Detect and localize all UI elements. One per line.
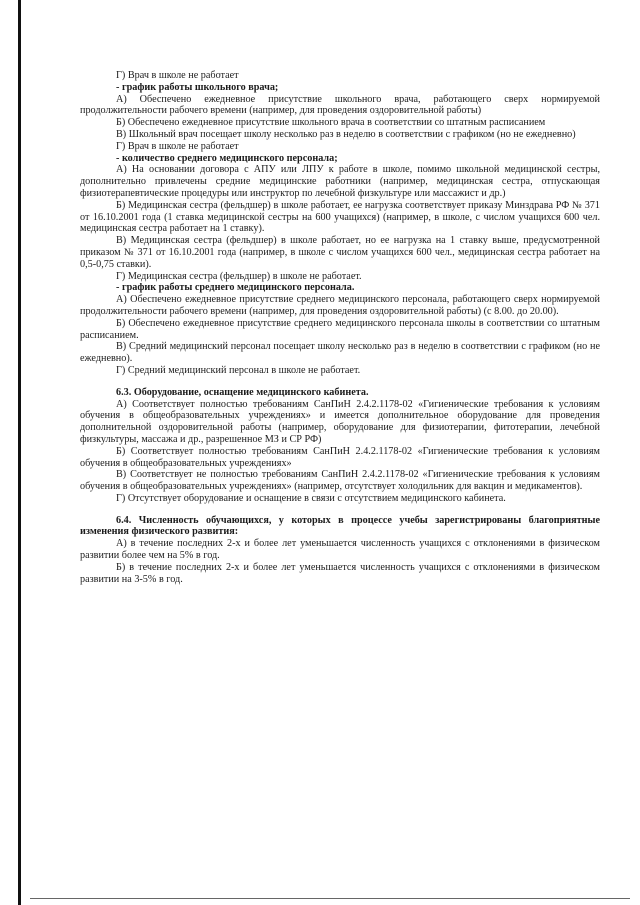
para-nurse-count-g: Г) Медицинская сестра (фельдшер) в школе не работает. xyxy=(116,270,362,282)
heading-nurse-count: - количество среднего медицинского персонала; xyxy=(116,152,338,164)
heading-doctor-schedule: - график работы школьного врача; xyxy=(116,81,279,93)
para-equipment-a: А) Соответствует полностью требованиям СанПиН 2.4.2.1178-02 «Гигиенические требования к условиям обучения в общеобразовательных учреждениях» и имеется дополнительное оборудование для проведения дополнительной оздоровительной работы (например, оборудование для физиотерапии, фитотерапии, лечебной физкультуры, массажа и др., разрешенное МЗ и СР РФ) xyxy=(80,398,600,445)
para-equipment-b: Б) Соответствует полностью требованиям СанПиН 2.4.2.1178-02 «Гигиенические требования к условиям обучения в общеобразовательных учреждениях» xyxy=(80,445,600,469)
para-nurse-count-b: Б) Медицинская сестра (фельдшер) в школе работает, ее нагрузка соответствует приказу Минздрава РФ № 371 от 16.10.2001 года (1 ставка медицинской сестры на 600 учащихся) (например, в школе, с числом учащихся 600 чел. медицинская сестра работает на 1 ставку). xyxy=(80,199,600,235)
para-nurse-count-v: В) Медицинская сестра (фельдшер) в школе работает, но ее нагрузка на 1 ставку выше, предусмотренной приказом № 371 от 16.10.2001 года (например, в школе с числом учащихся 600 чел., медицинская сестра работает на 0,5-0,75 ставки). xyxy=(80,235,600,270)
para-nurse-schedule-v: В) Средний медицинский персонал посещает школу несколько раз в неделю в соответствии с графиком (но не ежедневно). xyxy=(80,341,600,365)
document-body xyxy=(80,70,600,585)
heading-section-6-4: 6.4. Численность обучающихся, у которых в процессе учебы зарегистрированы благоприятные изменения физического развития: xyxy=(80,514,600,538)
para-doctor-schedule-v: В) Школьный врач посещает школу несколько раз в неделю в соответствии с графиком (но не ежедневно) xyxy=(116,128,576,140)
para-doctor-schedule-a: А) Обеспечено ежедневное присутствие школьного врача, работающего сверх нормируемой продолжительности рабочего времени (например, для проведения оздоровительной работы) xyxy=(80,93,600,117)
para-doctor-schedule-g: Г) Врач в школе не работает xyxy=(116,140,239,152)
page-bottom-border xyxy=(30,898,630,899)
heading-section-6-3: 6.3. Оборудование, оснащение медицинского кабинета. xyxy=(116,386,369,398)
para-equipment-v: В) Соответствует не полностью требованиям СанПиН 2.4.2.1178-02 «Гигиенические требования к условиям обучения в общеобразовательных учреждениях» (например, отсутствует холодильник для вакцин и медикаментов). xyxy=(80,469,600,493)
para-doctor-schedule-b: Б) Обеспечено ежедневное присутствие школьного врача в соответствии со штатным расписанием xyxy=(116,117,546,129)
para-physical-dev-a: А) в течение последних 2-х и более лет уменьшается численность учащихся с отклонениями в физическом развитии более чем на 5% в год. xyxy=(80,538,600,562)
para-equipment-g: Г) Отсутствует оборудование и оснащение в связи с отсутствием медицинского кабинета. xyxy=(116,492,506,504)
page-left-border xyxy=(18,0,21,905)
para-nurse-schedule-b: Б) Обеспечено ежедневное присутствие среднего медицинского персонала школы в соответствии со штатным расписанием. xyxy=(80,317,600,341)
para-nurse-count-a: А) На основании договора с АПУ или ЛПУ к работе в школе, помимо школьной медицинской сестры, дополнительно привлечены средние медицинские работники (например, медицинская сестра, отпускающая физиотерапевтические процедуры или инструктор по лечебной физкультуре или массажист и др.) xyxy=(80,164,600,199)
para-nurse-schedule-g: Г) Средний медицинский персонал в школе не работает. xyxy=(116,364,361,376)
para-nurse-schedule-a: А) Обеспечено ежедневное присутствие среднего медицинского персонала, работающего сверх нормируемой продолжительности рабочего времени (например, для проведения оздоровительной работы) (с 8.00. до 20.00). xyxy=(80,294,600,317)
heading-nurse-schedule: - график работы среднего медицинского персонала. xyxy=(116,282,355,294)
para-physical-dev-b: Б) в течение последних 2-х и более лет уменьшается численность учащихся с отклонениями в физическом развитии на 3-5% в год. xyxy=(80,561,600,585)
para-doctor-absent: Г) Врач в школе не работает xyxy=(116,70,239,81)
